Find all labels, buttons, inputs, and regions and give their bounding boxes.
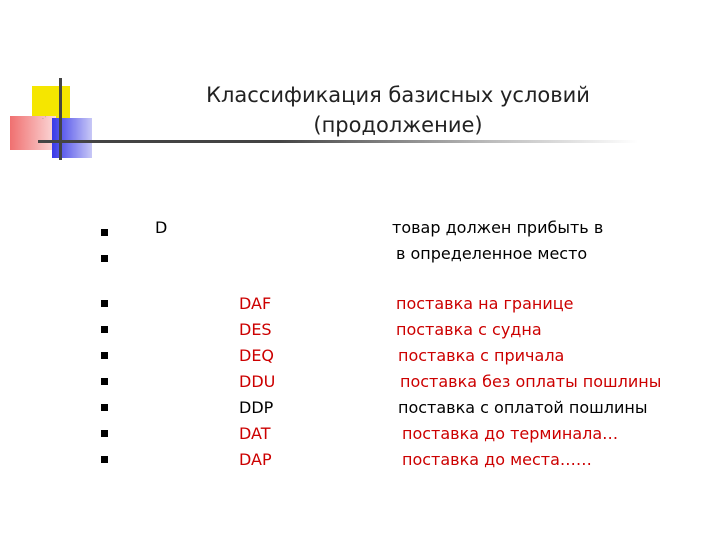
term-code: DAT: [239, 424, 271, 443]
term-code: DDU: [239, 372, 276, 391]
term-code: DAF: [239, 294, 272, 313]
bullet-square-icon: [101, 326, 108, 333]
bullet-square-icon: [101, 404, 108, 411]
term-code: DDP: [239, 398, 274, 417]
term-code: DES: [239, 320, 272, 339]
bullet-square-icon: [101, 378, 108, 385]
title-line-2: (продолжение): [313, 113, 483, 137]
title-line-1: Классификация базисных условий: [206, 83, 590, 107]
term-description: поставка до места……: [402, 450, 592, 469]
term-description: поставка с судна: [396, 320, 542, 339]
term-description: поставка без оплаты пошлины: [400, 372, 662, 391]
bullet-square-icon: [101, 229, 108, 236]
bullet-square-icon: [101, 255, 108, 262]
sparkle-icon: ·˙: [42, 116, 47, 123]
term-description: поставка с причала: [398, 346, 565, 365]
term-code: DEQ: [239, 346, 275, 365]
bullet-square-icon: [101, 300, 108, 307]
group-description-line-2: в определенное место: [396, 244, 588, 263]
term-description: поставка до терминала…: [402, 424, 619, 443]
group-description-line-1: товар должен прибыть в: [392, 218, 604, 237]
bullet-square-icon: [101, 352, 108, 359]
group-code: D: [155, 218, 168, 237]
bullet-square-icon: [101, 456, 108, 463]
bullet-square-icon: [101, 430, 108, 437]
term-description: поставка на границе: [396, 294, 574, 313]
term-description: поставка с оплатой пошлины: [398, 398, 648, 417]
term-code: DAP: [239, 450, 272, 469]
